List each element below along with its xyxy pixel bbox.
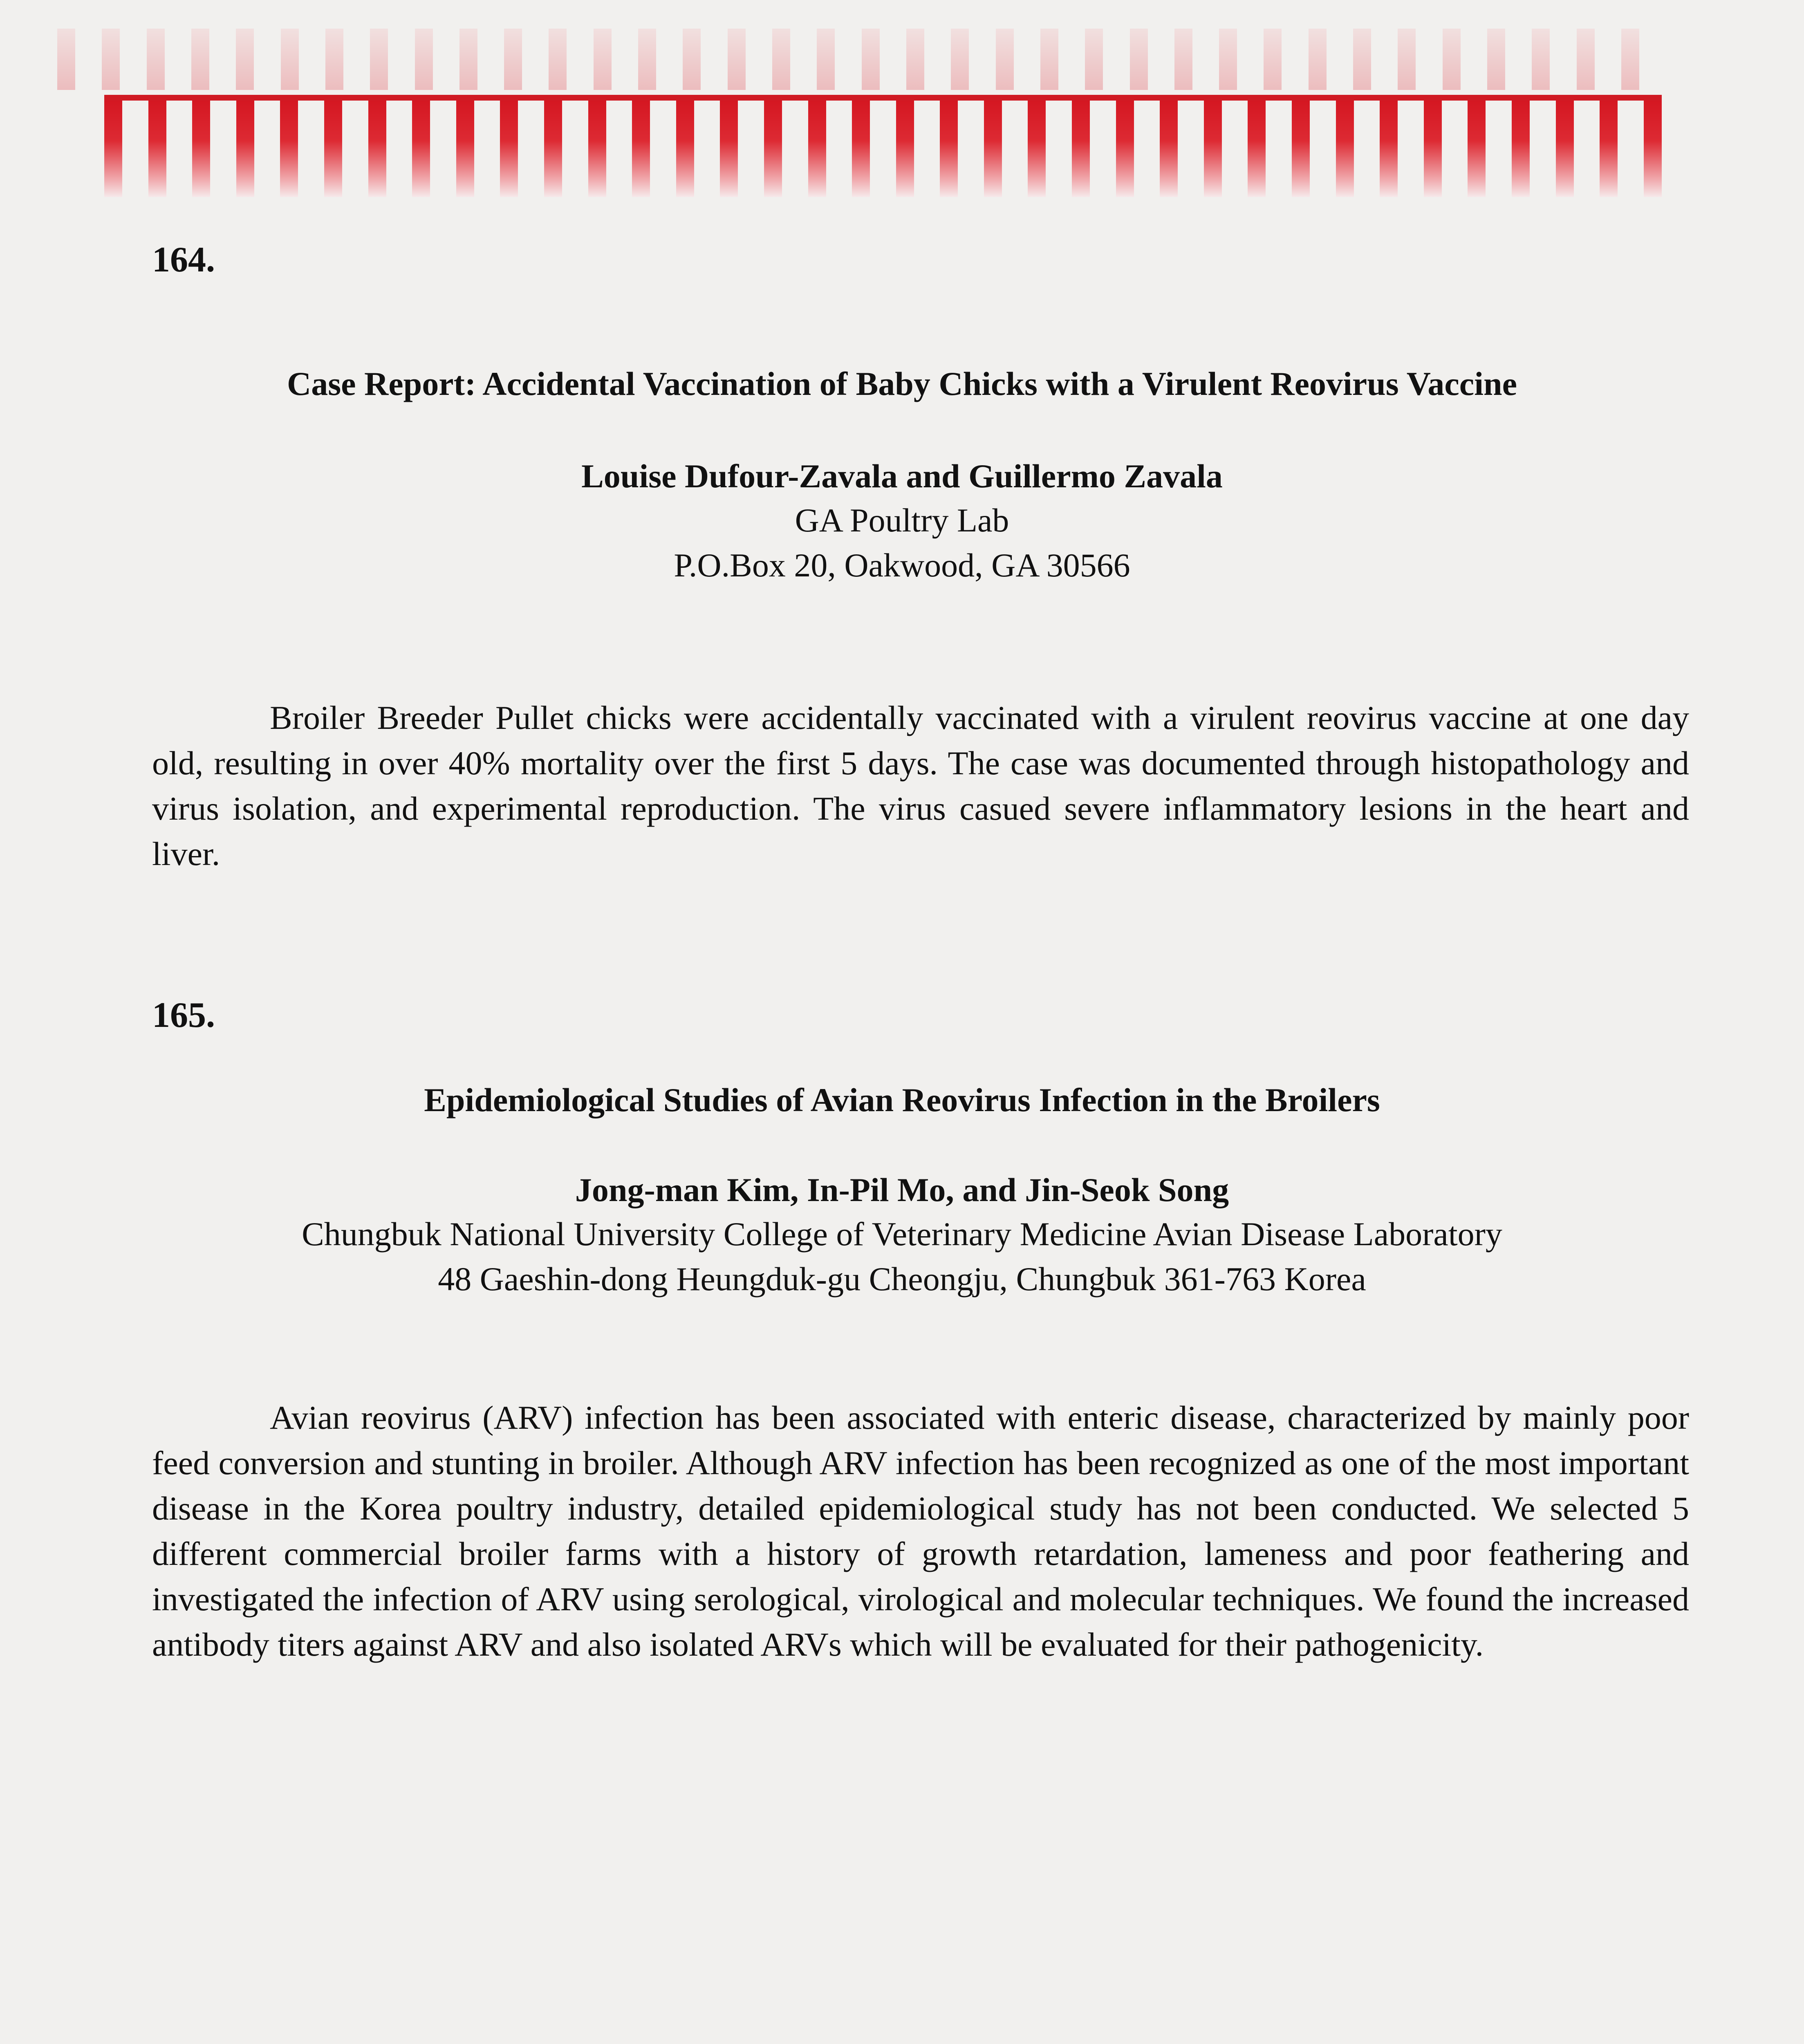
bleed-through-stripe xyxy=(1577,29,1595,90)
bleed-through-stripe xyxy=(772,29,790,90)
header-stripe xyxy=(324,95,342,197)
abstract-165-title: Epidemiological Studies of Avian Reovirus Infection in the Broilers xyxy=(424,1081,1380,1118)
bleed-through-stripe xyxy=(906,29,924,90)
header-stripe xyxy=(412,95,430,197)
header-stripe xyxy=(236,95,254,197)
header-stripe xyxy=(984,95,1002,197)
abstract-164-number: 164. xyxy=(152,240,215,280)
abstract-165-affiliation-line-2: 48 Gaeshin-dong Heungduk-gu Cheongju, Chungbuk 361-763 Korea xyxy=(438,1260,1366,1298)
abstract-165-number: 165. xyxy=(152,995,215,1035)
bleed-through-stripe xyxy=(862,29,880,90)
abstract-164-affiliation-line-2: P.O.Box 20, Oakwood, GA 30566 xyxy=(674,547,1130,584)
abstract-164-affiliation-line-1: GA Poultry Lab xyxy=(795,502,1009,539)
bleed-through-stripe xyxy=(1174,29,1192,90)
bleed-through-stripe xyxy=(1264,29,1282,90)
header-stripe xyxy=(940,95,958,197)
bleed-through-stripe xyxy=(1487,29,1505,90)
bleed-through-stripe xyxy=(415,29,433,90)
header-stripe xyxy=(1512,95,1530,197)
bleed-through-stripe xyxy=(236,29,254,90)
bleed-through-stripe xyxy=(683,29,701,90)
header-stripe xyxy=(764,95,782,197)
bleed-through-stripe xyxy=(1621,29,1639,90)
header-stripe xyxy=(1072,95,1090,197)
bleed-through-stripe xyxy=(951,29,969,90)
header-stripe xyxy=(1292,95,1310,197)
bleed-through-stripe xyxy=(1443,29,1461,90)
bleed-through-stripe xyxy=(817,29,835,90)
bleed-through-stripe xyxy=(996,29,1014,90)
header-stripe xyxy=(192,95,210,197)
bleed-through-stripe xyxy=(325,29,343,90)
bleed-through-stripe xyxy=(1219,29,1237,90)
bleed-through-stripe xyxy=(1085,29,1103,90)
header-stripe xyxy=(1468,95,1486,197)
bleed-through-stripe xyxy=(638,29,656,90)
bleed-through-stripe xyxy=(459,29,477,90)
header-stripe xyxy=(1028,95,1046,197)
bleed-through-stripe xyxy=(1398,29,1416,90)
bleed-through-stripe xyxy=(1309,29,1327,90)
header-stripe xyxy=(1336,95,1354,197)
header-stripe xyxy=(456,95,474,197)
header-stripe xyxy=(1424,95,1442,197)
header-stripe xyxy=(1160,95,1178,197)
header-stripe xyxy=(280,95,298,197)
header-stripe-band xyxy=(104,95,1662,197)
bleed-through-stripe xyxy=(57,29,75,90)
bleed-through-stripe xyxy=(1353,29,1371,90)
bleed-through-stripe xyxy=(147,29,165,90)
abstract-165-body: Avian reovirus (ARV) infection has been associated with enteric disease, characterized by mainly poor feed conversion and stunting in broiler. Although ARV infection has been recognized as one of the most important disease in the Korea poultry industry, detailed epidemiological study has not been conducted. We selected 5 different commercial broiler farms with a history of growth retardation, lameness and poor feathering and investigated the infection of ARV using serological, virological and molecular techniques. We found the increased antibody titers against ARV and also isolated ARVs which will be evaluated for their pathogenicity. xyxy=(152,1399,1689,1663)
abstract-164-body: Broiler Breeder Pullet chicks were accidentally vaccinated with a virulent reovirus vaccine at one day old, resulting in over 40% mortality over the first 5 days. The case was documented through histopathology and virus isolation, and experimental reproduction. The virus casued severe inflammatory lesions in the heart and liver. xyxy=(152,699,1689,872)
bleed-through-stripe xyxy=(728,29,746,90)
abstract-165-affiliation-line-1: Chungbuk National University College of Veterinary Medicine Avian Disease Laboratory xyxy=(302,1215,1502,1253)
bleed-through-stripe xyxy=(594,29,612,90)
header-stripe xyxy=(544,95,562,197)
header-stripe xyxy=(1380,95,1398,197)
bleed-through-stripe xyxy=(504,29,522,90)
bleed-through-stripe xyxy=(102,29,120,90)
header-stripe xyxy=(588,95,606,197)
bleed-through-stripe xyxy=(1040,29,1058,90)
bleed-through-stripe xyxy=(281,29,299,90)
bleed-through-stripe xyxy=(191,29,209,90)
header-stripe xyxy=(500,95,518,197)
header-stripe-line xyxy=(104,95,1662,101)
header-stripe xyxy=(1644,95,1662,197)
abstract-164-title: Case Report: Accidental Vaccination of Baby Chicks with a Virulent Reovirus Vaccine xyxy=(287,365,1517,402)
header-stripe xyxy=(1116,95,1134,197)
abstract-165-authors: Jong-man Kim, In-Pil Mo, and Jin-Seok Song xyxy=(575,1171,1229,1208)
bleed-through-stripe xyxy=(1130,29,1148,90)
header-stripe xyxy=(896,95,914,197)
header-stripe xyxy=(676,95,694,197)
header-stripe xyxy=(1600,95,1618,197)
header-stripe xyxy=(808,95,826,197)
bleed-through-stripes xyxy=(57,29,1639,90)
header-stripe xyxy=(148,95,166,197)
header-stripe xyxy=(852,95,870,197)
bleed-through-stripe xyxy=(370,29,388,90)
bleed-through-stripe xyxy=(1532,29,1550,90)
header-stripe xyxy=(632,95,650,197)
header-stripe xyxy=(1204,95,1222,197)
header-stripe xyxy=(1556,95,1574,197)
bleed-through-stripe xyxy=(549,29,567,90)
header-stripe xyxy=(1248,95,1266,197)
abstract-164-authors: Louise Dufour-Zavala and Guillermo Zavala xyxy=(581,457,1223,495)
header-stripe xyxy=(720,95,738,197)
header-stripe xyxy=(104,95,122,197)
header-stripe xyxy=(368,95,386,197)
